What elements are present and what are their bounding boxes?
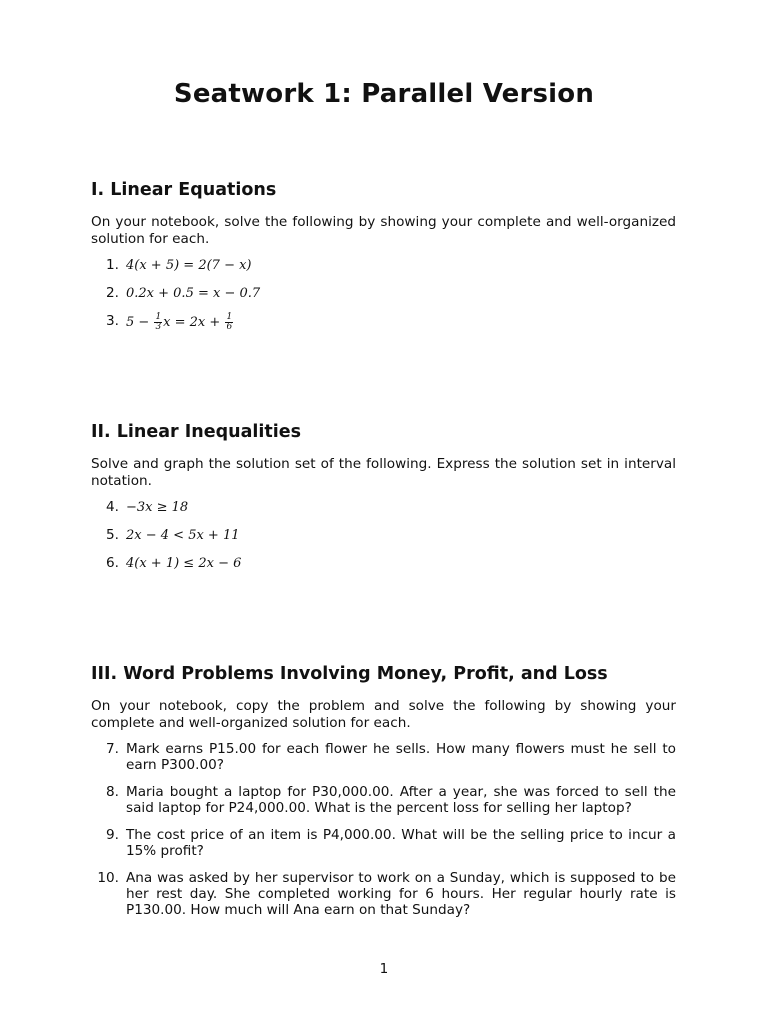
item-number: 2. (106, 285, 119, 301)
equation: 4(x + 5) = 2(7 − x) (126, 258, 252, 273)
item-number: 3. (106, 313, 119, 329)
list-item (91, 870, 676, 918)
item-number: 4. (106, 499, 119, 515)
list-item (91, 741, 676, 773)
list-item (91, 257, 676, 274)
list-item (91, 827, 676, 859)
item-number: 10. (97, 870, 119, 886)
inequality: 2x − 4 < 5x + 11 (126, 528, 240, 543)
word-problem-text: Mark earns P15.00 for each flower he sells. How many flowers must he sell to earn P300.00? (126, 741, 676, 773)
list-item (91, 499, 676, 516)
list-item (91, 555, 676, 572)
fraction-denominator: 6 (226, 322, 233, 332)
item-number: 5. (106, 527, 119, 543)
fraction-denominator: 3 (155, 322, 162, 332)
section-instructions: On your notebook, copy the problem and solve the following by showing your complete and well-organized solution for each. (91, 698, 676, 731)
item-number: 7. (106, 741, 119, 757)
section-heading: II. Linear Inequalities (91, 422, 302, 442)
word-problem-text: Maria bought a laptop for P30,000.00. After a year, she was forced to sell the said laptop for P24,000.00. What is the percent loss for selling her laptop? (126, 784, 676, 816)
fraction (225, 313, 233, 332)
fraction (154, 313, 162, 332)
equation-part: 5 − (126, 315, 150, 330)
problem-list (91, 257, 676, 332)
section-instructions: Solve and graph the solution set of the following. Express the solution set in interval notation. (91, 456, 676, 489)
list-item (91, 527, 676, 544)
word-problem-text: The cost price of an item is P4,000.00. What will be the selling price to incur a 15% profit? (126, 827, 676, 859)
page-number: 1 (379, 961, 389, 977)
fraction-numerator: 1 (155, 312, 162, 322)
equation: 0.2x + 0.5 = x − 0.7 (126, 286, 261, 301)
list-item (91, 784, 676, 816)
list-item (91, 313, 676, 332)
section-heading: I. Linear Equations (91, 180, 277, 200)
problem-list (91, 741, 676, 918)
fraction-numerator: 1 (226, 312, 233, 322)
word-problem-text: Ana was asked by her supervisor to work on a Sunday, which is supposed to be her rest day. She completed working for 6 hours. Her regular hourly rate is P130.00. How much will Ana earn on that Sunday? (126, 870, 676, 918)
item-number: 1. (106, 257, 119, 273)
section-instructions: On your notebook, solve the following by showing your complete and well-organized solution for each. (91, 214, 676, 247)
item-number: 9. (106, 827, 119, 843)
item-number: 8. (106, 784, 119, 800)
list-item (91, 285, 676, 302)
inequality: −3x ≥ 18 (126, 500, 189, 515)
page-title: Seatwork 1: Parallel Version (173, 79, 595, 109)
section-linear-equations (91, 180, 676, 343)
section-heading: III. Word Problems Involving Money, Profit, and Loss (91, 664, 608, 684)
inequality: 4(x + 1) ≤ 2x − 6 (126, 556, 242, 571)
equation-part: x = 2x + (163, 315, 221, 330)
section-word-problems (91, 664, 676, 929)
equation (126, 312, 234, 332)
section-linear-inequalities (91, 422, 676, 583)
problem-list (91, 499, 676, 572)
item-number: 6. (106, 555, 119, 571)
